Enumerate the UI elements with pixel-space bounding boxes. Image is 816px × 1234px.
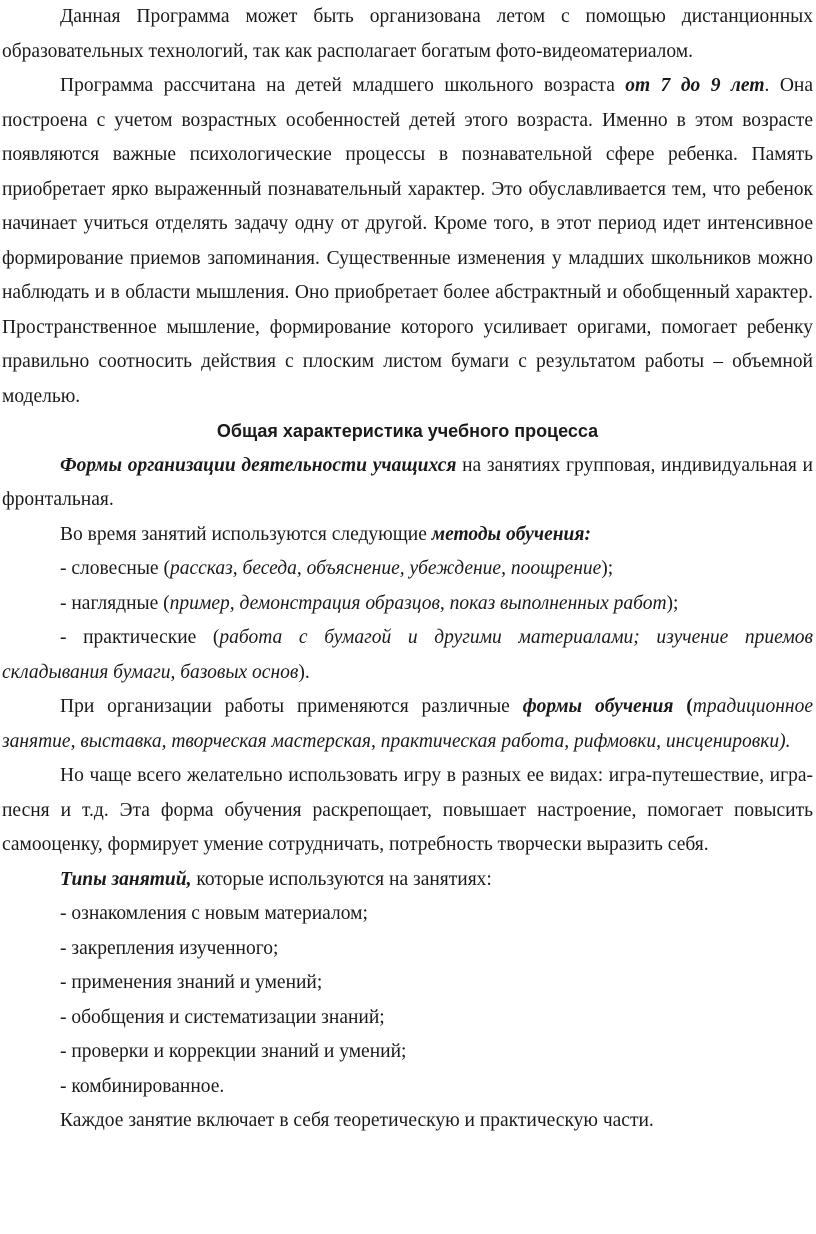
paragraph-game: Но чаще всего желательно использовать игру в разных ее видах: игра-путешествие, игра-песня и т.д. Эта форма обучения раскрепощает, повышает настроение, помогает повысить самооценку, формирует умение сотрудничать, потребность творчески выразить себя.: [2, 765, 813, 855]
paragraph-lesson-structure: Каждое занятие включает в себя теоретическую и практическую части.: [60, 1110, 654, 1131]
forms-of-activity-term: Формы организации деятельности учащихся: [60, 454, 457, 476]
lesson-types-term: Типы занятий,: [60, 868, 192, 890]
method-practical-examples: работа с бумагой и другими материалами; изучение приемов складывания бумаги, базовых основ: [2, 627, 814, 683]
method-practical-end: ).: [298, 661, 310, 683]
method-verbal-end: );: [601, 558, 614, 579]
age-text-start: Программа рассчитана на детей младшего школьного возраста: [60, 75, 626, 96]
list-item-lesson-type: - обобщения и систематизации знаний;: [60, 1006, 385, 1028]
section-heading: Общая характеристика учебного процесса: [216, 421, 599, 441]
paragraph-methods-intro: [2, 518, 813, 553]
list-item-lesson-type: - применения знаний и умений;: [60, 972, 323, 993]
paragraph-lesson-types-intro: [2, 863, 813, 898]
paragraph-age-characteristics: [2, 69, 813, 414]
forms-of-learning-term: формы обучения: [522, 696, 674, 717]
lesson-types-text: которые используются на занятиях:: [191, 868, 492, 890]
forms-of-activity-text: на занятиях групповая, индивидуальная и фронтальная.: [2, 454, 813, 510]
list-item-method-verbal: [2, 552, 813, 587]
list-item-lesson-type: - проверки и коррекции знаний и умений;: [60, 1041, 407, 1062]
method-visual-label: - наглядные (: [60, 592, 170, 614]
list-item-method-visual: [2, 587, 813, 622]
methods-intro-text: Во время занятий используются следующие: [60, 523, 432, 545]
method-practical-label: - практические (: [60, 627, 220, 648]
list-item-method-practical: [2, 621, 813, 690]
list-item-lesson-type: - ознакомления с новым материалом;: [60, 903, 368, 924]
forms-of-learning-text: При организации работы применяются различные: [60, 696, 523, 717]
list-item-lesson-type: - комбинированное.: [60, 1075, 225, 1097]
forms-of-learning-paren: (: [673, 696, 693, 717]
paragraph-forms-of-learning: [2, 690, 813, 759]
methods-term: методы обучения:: [431, 523, 591, 545]
list-item-lesson-type: - закрепления изученного;: [60, 937, 279, 959]
method-verbal-label: - словесные (: [60, 558, 170, 579]
age-text-rest: . Она построена с учетом возрастных особенностей детей этого возраста. Именно в этом возрасте появляются важные психологические процессы в познавательной сфере ребенка. Память приобретает ярко выраженный познавательный характер. Это обуславливается тем, что ребенок начинает учиться отделять задачу одну от другой. Кроме того, в этот период идет интенсивное формирование приемов запоминания. Существенные изменения у младших школьников можно наблюдать и в области мышления. Оно приобретает более абстрактный и обобщенный характер. Пространственное мышление, формирование которого усиливает оригами, помогает ребенку правильно соотносить действия с плоским листом бумаги с результатом работы – объемной моделью.: [2, 75, 813, 407]
method-verbal-examples: рассказ, беседа, объяснение, убеждение, поощрение: [169, 558, 602, 579]
method-visual-examples: пример, демонстрация образцов, показ выполненных работ: [169, 592, 667, 614]
method-visual-end: );: [666, 592, 679, 614]
age-range: от 7 до 9 лет: [625, 75, 765, 96]
paragraph-forms-of-activity: [2, 449, 813, 518]
paragraph-program-summer: Данная Программа может быть организована летом с помощью дистанционных образовательных технологий, так как располагает богатым фото-видеоматериалом.: [2, 6, 813, 62]
forms-of-learning-list: традиционное занятие, выставка, творческая мастерская, практическая работа, рифмовки, инсценировки).: [2, 696, 813, 752]
